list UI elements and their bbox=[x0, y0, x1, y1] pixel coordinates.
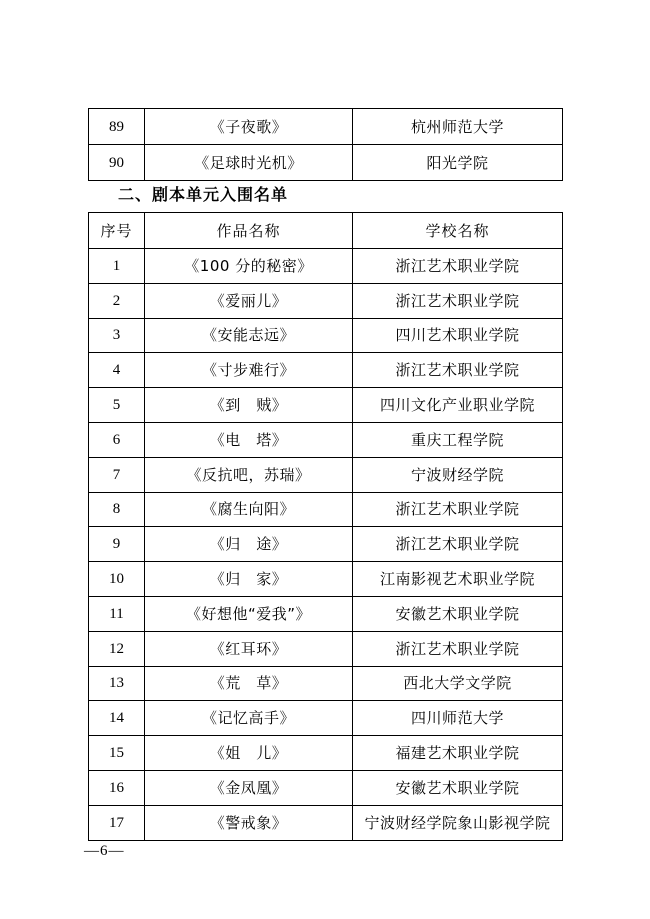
continued-table bbox=[88, 108, 563, 181]
school-name: 安徽艺术职业学院 bbox=[353, 770, 563, 805]
work-title: 《到 贼》 bbox=[145, 388, 353, 423]
table-header bbox=[89, 213, 563, 249]
row-number: 11 bbox=[89, 596, 145, 631]
screenplay-shortlist-table bbox=[88, 212, 563, 841]
row-number: 6 bbox=[89, 422, 145, 457]
column-header-no: 序号 bbox=[89, 213, 145, 249]
work-title: 《电 塔》 bbox=[145, 422, 353, 457]
work-title: 《警戒象》 bbox=[145, 805, 353, 840]
table-row bbox=[89, 388, 563, 423]
table-row bbox=[89, 562, 563, 597]
table-row bbox=[89, 527, 563, 562]
school-name: 浙江艺术职业学院 bbox=[353, 283, 563, 318]
work-title: 《足球时光机》 bbox=[145, 145, 353, 181]
table-row bbox=[89, 249, 563, 284]
page-number: —6— bbox=[84, 843, 125, 859]
row-number: 17 bbox=[89, 805, 145, 840]
table-row bbox=[89, 492, 563, 527]
school-name: 宁波财经学院象山影视学院 bbox=[353, 805, 563, 840]
school-name: 四川文化产业职业学院 bbox=[353, 388, 563, 423]
work-title: 《记忆高手》 bbox=[145, 701, 353, 736]
row-number: 10 bbox=[89, 562, 145, 597]
table-row bbox=[89, 701, 563, 736]
table-row bbox=[89, 145, 563, 181]
row-number: 7 bbox=[89, 457, 145, 492]
table-row bbox=[89, 770, 563, 805]
school-name: 福建艺术职业学院 bbox=[353, 736, 563, 771]
work-title: 《荒 草》 bbox=[145, 666, 353, 701]
work-title: 《安能志远》 bbox=[145, 318, 353, 353]
table-row bbox=[89, 805, 563, 840]
table-header-row bbox=[89, 213, 563, 249]
section-heading: 二、剧本单元入围名单 bbox=[118, 185, 289, 204]
table-row bbox=[89, 736, 563, 771]
work-title: 《姐 儿》 bbox=[145, 736, 353, 771]
table-row bbox=[89, 666, 563, 701]
school-name: 重庆工程学院 bbox=[353, 422, 563, 457]
table-row bbox=[89, 596, 563, 631]
row-number: 14 bbox=[89, 701, 145, 736]
row-number: 3 bbox=[89, 318, 145, 353]
table-row bbox=[89, 109, 563, 145]
school-name: 四川师范大学 bbox=[353, 701, 563, 736]
row-number: 8 bbox=[89, 492, 145, 527]
work-title: 《反抗吧，苏瑞》 bbox=[145, 457, 353, 492]
table-row bbox=[89, 631, 563, 666]
row-number: 2 bbox=[89, 283, 145, 318]
table-row bbox=[89, 283, 563, 318]
work-title: 《归 途》 bbox=[145, 527, 353, 562]
school-name: 西北大学文学院 bbox=[353, 666, 563, 701]
work-title: 《红耳环》 bbox=[145, 631, 353, 666]
row-number: 1 bbox=[89, 249, 145, 284]
row-number: 13 bbox=[89, 666, 145, 701]
school-name: 浙江艺术职业学院 bbox=[353, 353, 563, 388]
work-title: 《好想他“爱我”》 bbox=[145, 596, 353, 631]
school-name: 浙江艺术职业学院 bbox=[353, 249, 563, 284]
work-title: 《归 家》 bbox=[145, 562, 353, 597]
table-row bbox=[89, 353, 563, 388]
table-row bbox=[89, 318, 563, 353]
school-name: 浙江艺术职业学院 bbox=[353, 527, 563, 562]
table-row bbox=[89, 457, 563, 492]
row-number: 89 bbox=[89, 109, 145, 145]
continued-table-body bbox=[89, 109, 563, 181]
work-title: 《100 分的秘密》 bbox=[145, 249, 353, 284]
row-number: 9 bbox=[89, 527, 145, 562]
school-name: 浙江艺术职业学院 bbox=[353, 631, 563, 666]
table-row bbox=[89, 422, 563, 457]
table-body bbox=[89, 249, 563, 841]
school-name: 浙江艺术职业学院 bbox=[353, 492, 563, 527]
school-name: 宁波财经学院 bbox=[353, 457, 563, 492]
column-header-school: 学校名称 bbox=[353, 213, 563, 249]
school-name: 安徽艺术职业学院 bbox=[353, 596, 563, 631]
row-number: 4 bbox=[89, 353, 145, 388]
column-header-work: 作品名称 bbox=[145, 213, 353, 249]
row-number: 16 bbox=[89, 770, 145, 805]
school-name: 杭州师范大学 bbox=[353, 109, 563, 145]
row-number: 90 bbox=[89, 145, 145, 181]
row-number: 15 bbox=[89, 736, 145, 771]
work-title: 《子夜歌》 bbox=[145, 109, 353, 145]
school-name: 阳光学院 bbox=[353, 145, 563, 181]
row-number: 5 bbox=[89, 388, 145, 423]
work-title: 《腐生向阳》 bbox=[145, 492, 353, 527]
school-name: 四川艺术职业学院 bbox=[353, 318, 563, 353]
work-title: 《爱丽儿》 bbox=[145, 283, 353, 318]
work-title: 《寸步难行》 bbox=[145, 353, 353, 388]
row-number: 12 bbox=[89, 631, 145, 666]
school-name: 江南影视艺术职业学院 bbox=[353, 562, 563, 597]
work-title: 《金凤凰》 bbox=[145, 770, 353, 805]
